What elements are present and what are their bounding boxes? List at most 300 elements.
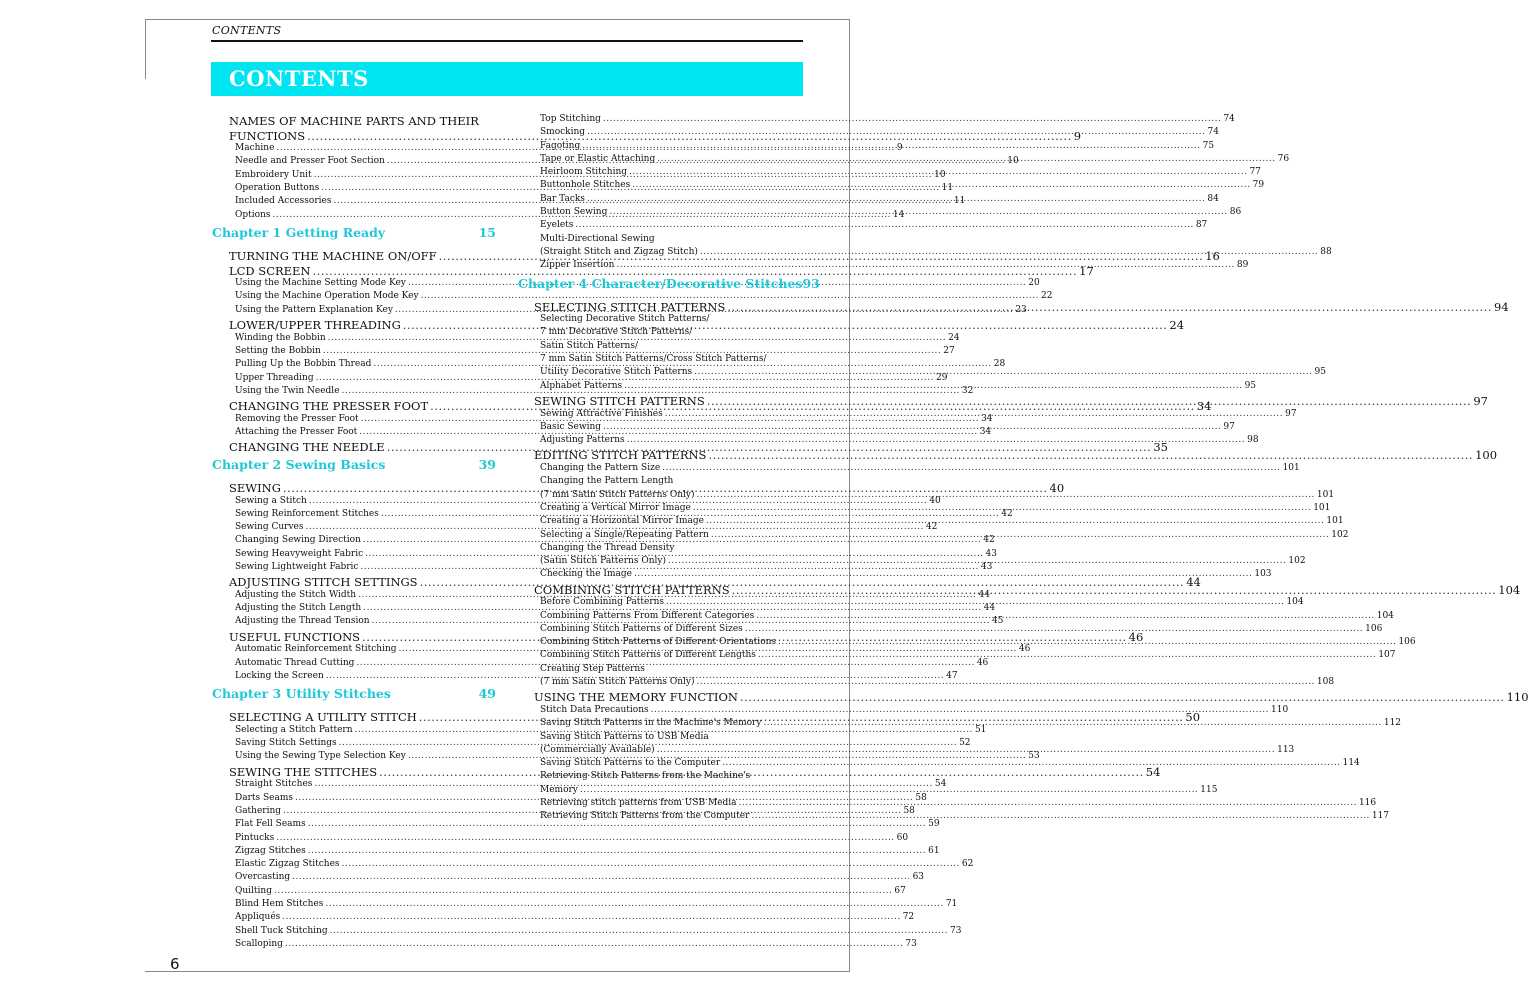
toc-entry-title: Selecting a Single/Repeating Pattern: [540, 529, 709, 540]
toc-entry-title: Chapter 2 Sewing Basics: [212, 456, 386, 472]
toc-entry-page: 94: [1494, 299, 1509, 314]
toc-entry-title: Combining Patterns From Different Categories: [540, 610, 755, 621]
toc-entry-page: 59: [928, 819, 940, 830]
toc-entry-title: Utility Decorative Stitch Patterns: [540, 367, 693, 378]
toc-entry-page: 101: [1316, 489, 1335, 500]
toc-entry-page: 116: [1358, 798, 1377, 809]
toc-entry-title: Retrieving stitch patterns from USB Media: [540, 798, 737, 809]
toc-entry-title: SEWING STITCH PATTERNS: [534, 393, 705, 408]
toc-entry-page: 35: [1153, 440, 1168, 455]
dot-leader: [330, 926, 948, 936]
toc-entry-page: 34: [1196, 399, 1212, 414]
toc-entry-page: 115: [1200, 784, 1218, 795]
toc-entry-title: Zigzag Stitches: [235, 845, 306, 856]
dot-leader: [651, 705, 1269, 715]
toc-entry-page: 45: [991, 616, 1004, 627]
toc-entry-page: 60: [896, 832, 909, 843]
toc-entry-page: 106: [1398, 637, 1416, 648]
toc-item-entry[interactable]: [212, 291, 1053, 304]
toc-entry-page: 87: [1195, 220, 1208, 231]
toc-entry-page: 107: [1378, 650, 1396, 661]
dot-leader: [629, 167, 1247, 177]
toc-entry-title: Shell Tuck Stitching: [235, 925, 328, 936]
toc-entry-page: 28: [993, 359, 1006, 370]
toc-entry-title: Darts Seams: [235, 792, 293, 803]
toc-entry-title: Scalloping: [235, 938, 283, 949]
toc-entry-title: Automatic Thread Cutting: [235, 657, 355, 668]
toc-entry-page: 32: [961, 385, 974, 396]
toc-item-entry[interactable]: [212, 912, 915, 925]
toc-entry-title: Changing the Pattern Size: [540, 463, 661, 474]
toc-entry-page: 104: [1286, 597, 1304, 608]
toc-entry-title: Removing the Presser Foot: [235, 413, 359, 424]
toc-entry-title: Alphabet Patterns: [540, 380, 623, 391]
toc-entry-page: 95: [1314, 367, 1326, 378]
toc-item-entry[interactable]: [518, 811, 1390, 824]
toc-entry-page: 46: [1128, 629, 1144, 644]
toc-item-entry[interactable]: [212, 925, 962, 939]
toc-entry-page: 89: [1236, 260, 1249, 271]
dot-leader: [276, 833, 894, 843]
toc-entry-title: Saving Stitch Patterns in the Machine's Memory: [540, 718, 762, 729]
toc-entry-title: 7 mm Decorative Stitch Patterns/: [540, 327, 693, 338]
toc-item-entry[interactable]: [212, 899, 958, 912]
toc-entry-page: 101: [1282, 463, 1300, 474]
toc-entry-page: 42: [925, 522, 938, 533]
toc-entry-page: 61: [928, 845, 940, 856]
toc-entry-page: 51: [974, 724, 987, 735]
toc-entry-page: 62: [961, 859, 974, 870]
toc-entry-page: 10: [1007, 156, 1019, 167]
toc-entry-page: 24: [948, 332, 960, 343]
toc-entry-page: 76: [1277, 153, 1290, 164]
toc-entry-title: Retrieving Stitch Patterns from the Computer: [540, 811, 750, 822]
dot-leader: [292, 872, 910, 882]
dot-leader: [708, 448, 1473, 462]
toc-item-entry[interactable]: [518, 127, 1219, 140]
dot-leader: [707, 394, 1472, 408]
dot-leader: [700, 247, 1318, 257]
toc-entry-title: SELECTING STITCH PATTERNS: [534, 299, 726, 314]
toc-entry-page: 73: [905, 938, 917, 949]
toc-entry-title: Bar Tacks: [540, 193, 585, 204]
toc-entry-page: 84: [1207, 193, 1219, 204]
toc-entry-title: Using the Sewing Type Selection Key: [235, 751, 406, 762]
toc-entry-page: 67: [894, 885, 906, 896]
toc-entry-title: NAMES OF MACHINE PARTS AND THEIR: [229, 114, 479, 128]
toc-entry-page: 53: [1028, 751, 1040, 762]
toc-entry-title: Locking the Screen: [235, 670, 324, 681]
dot-leader: [657, 745, 1275, 755]
toc-entry-page: 20: [1028, 278, 1040, 289]
toc-entry-page: 46: [1018, 644, 1031, 655]
toc-entry-title: Upper Threading: [235, 372, 314, 383]
toc-entry-title: Flat Fell Seams: [235, 819, 306, 830]
toc-entry-page: 9: [1073, 128, 1082, 143]
dot-leader: [694, 367, 1312, 377]
toc-entry-title: Blind Hem Stitches: [235, 899, 324, 909]
toc-entry-title: Creating Step Patterns: [540, 663, 645, 674]
toc-entry-page: 43: [980, 561, 993, 572]
toc-entry-page: 97: [1473, 393, 1488, 408]
toc-entry-title: Combining Stitch Patterns of Different Orientations: [540, 637, 777, 648]
dot-leader: [627, 435, 1245, 445]
toc-entry-page: 9: [896, 143, 903, 154]
toc-section-entry[interactable]: [518, 448, 1498, 463]
toc-entry-page: 104: [1376, 610, 1394, 621]
toc-entry-title: Changing the Pattern Length: [540, 476, 674, 487]
dot-leader: [342, 859, 960, 869]
toc-entry-page: 104: [1498, 582, 1521, 597]
toc-entry-page: 106: [1365, 623, 1383, 634]
dot-leader: [751, 811, 1369, 821]
toc-entry-page: 112: [1383, 718, 1402, 729]
toc-entry-title: Changing Sewing Direction: [235, 535, 361, 546]
toc-entry-page: 44: [1186, 575, 1201, 590]
toc-entry-title: Chapter 3 Utility Stitches: [212, 686, 391, 702]
toc-entry-page: 34: [979, 427, 992, 438]
toc-entry-title: Adjusting Patterns: [540, 435, 625, 446]
toc-entry-title: Multi-Directional Sewing: [540, 233, 655, 244]
toc-entry-page: 75: [1202, 140, 1215, 151]
toc-entry-title: Adjusting the Stitch Length: [235, 603, 362, 614]
toc-entry-page: 50: [1185, 710, 1201, 725]
dot-leader: [575, 220, 1193, 230]
toc-entry-title: (Commercially Available): [540, 744, 655, 755]
toc-entry-title: Operation Buttons: [235, 183, 320, 194]
toc-entry-page: 98: [1247, 435, 1259, 446]
toc-entry-title: Selecting a Stitch Pattern: [235, 724, 353, 735]
toc-entry-title: Sewing Curves: [235, 522, 304, 533]
dot-leader: [722, 758, 1340, 768]
toc-entry-page: 44: [978, 589, 990, 600]
toc-item-entry[interactable]: [518, 569, 1272, 582]
toc-entry-title: LOWER/UPPER THREADING: [229, 318, 401, 333]
toc-item-entry[interactable]: [518, 677, 1335, 690]
toc-entry-page: 110: [1506, 690, 1529, 705]
toc-chapter-entry[interactable]: [518, 275, 820, 300]
dot-leader: [624, 381, 1242, 391]
toc-entry-title: Selecting Decorative Stitch Patterns/: [540, 314, 710, 325]
dot-leader: [763, 718, 1381, 728]
page-frame-top: [145, 19, 850, 20]
running-head: CONTENTS: [212, 24, 282, 37]
toc-entry-title: Sewing Heavyweight Fabric: [235, 548, 364, 559]
dot-leader: [609, 207, 1227, 217]
toc-item-entry[interactable]: [518, 758, 1360, 771]
toc-entry-title: Needle and Presser Foot Section: [235, 156, 385, 167]
toc-item-entry[interactable]: [212, 885, 906, 899]
dot-leader: [325, 899, 943, 909]
toc-entry-title: Chapter 4 Character/Decorative Stitches: [518, 275, 803, 291]
toc-entry-page: 86: [1229, 207, 1242, 218]
toc-entry-title: Automatic Reinforcement Stitching: [235, 644, 397, 655]
toc-entry-title: (7 mm Satin Stitch Patterns Only): [540, 677, 695, 688]
toc-section-entry[interactable]: [518, 690, 1529, 705]
toc-entry-page: 39: [478, 456, 496, 472]
toc-entry-title: Embroidery Unit: [235, 169, 312, 180]
toc-cont-entry[interactable]: [518, 664, 802, 677]
toc-entry-page: 17: [1079, 263, 1094, 278]
toc-entry-page: 74: [1207, 127, 1219, 138]
page-frame-bottom: [145, 971, 850, 972]
toc-entry-title: Sewing Reinforcement Stitches: [235, 508, 379, 519]
dot-leader: [582, 141, 1200, 154]
banner-title: CONTENTS: [229, 66, 369, 91]
dot-leader: [711, 530, 1329, 540]
toc-entry-title: Attaching the Presser Foot: [235, 427, 358, 438]
toc-entry-title: TURNING THE MACHINE ON/OFF: [229, 248, 437, 263]
toc-item-entry[interactable]: [518, 114, 1235, 127]
toc-item-entry[interactable]: [212, 427, 992, 440]
toc-entry-title: Sewing Attractive Finishes: [540, 408, 663, 419]
dot-leader: [587, 194, 1205, 207]
toc-entry-page: 42: [1001, 508, 1013, 519]
toc-entry-title: 7 mm Satin Stitch Patterns/Cross Stitch Patterns/: [540, 354, 767, 365]
toc-entry-page: 113: [1277, 744, 1295, 755]
toc-entry-page: 11: [941, 183, 954, 194]
toc-entry-page: 14: [892, 209, 905, 220]
dot-leader: [745, 624, 1363, 634]
toc-entry-title: Included Accessories: [235, 196, 332, 207]
toc-entry-page: 22: [1040, 291, 1053, 302]
toc-chapter-entry[interactable]: [212, 225, 496, 249]
toc-entry-page: 58: [903, 805, 915, 816]
toc-entry-page: 79: [1252, 180, 1265, 191]
toc-entry-title: Sewing Lightweight Fabric: [235, 561, 359, 572]
toc-cont-entry[interactable]: [518, 327, 802, 340]
toc-cont-entry[interactable]: [518, 234, 802, 247]
toc-entry-title: Using the Pattern Explanation Key: [235, 304, 393, 315]
toc-entry-page: 71: [945, 899, 958, 909]
dot-leader: [580, 785, 1198, 795]
toc-entry-page: 52: [959, 738, 971, 749]
toc-entry-page: 110: [1271, 704, 1289, 715]
toc-entry-page: 114: [1342, 758, 1360, 769]
toc-entry-title: Using the Machine Setting Mode Key: [235, 278, 406, 289]
dot-leader: [732, 583, 1497, 597]
toc-entry-title: Button Sewing: [540, 207, 608, 218]
toc-entry-page: 27: [943, 345, 955, 356]
toc-entry-page: 74: [1223, 114, 1235, 124]
toc-entry-title: Using the Machine Operation Mode Key: [235, 291, 419, 302]
toc-entry-title: Elastic Zigzag Stitches: [235, 859, 340, 870]
toc-entry-title: Chapter 1 Getting Ready: [212, 224, 386, 240]
toc-entry-page: 47: [946, 670, 958, 681]
toc-entry-page: 54: [1145, 764, 1161, 779]
toc-entry-page: 97: [1223, 421, 1235, 432]
toc-entry-page: 49: [478, 686, 496, 702]
dot-leader: [758, 650, 1376, 660]
dot-leader: [778, 637, 1396, 647]
toc-item-entry[interactable]: [518, 220, 1208, 233]
toc-entry-page: 58: [915, 792, 927, 803]
toc-item-entry[interactable]: [212, 832, 909, 846]
toc-entry-page: 101: [1326, 516, 1344, 527]
toc-item-entry[interactable]: [212, 845, 940, 859]
toc-entry-page: 63: [912, 872, 925, 883]
toc-entry-title: Creating a Horizontal Mirror Image: [540, 516, 704, 527]
toc-entry-page: 42: [983, 535, 995, 546]
dot-leader: [587, 127, 1205, 137]
toc-entry-page: 100: [1475, 448, 1498, 463]
toc-entry-title: Sewing a Stitch: [235, 495, 307, 506]
toc-entry-title: Before Combining Patterns: [540, 597, 665, 608]
dot-leader: [282, 912, 900, 922]
toc-entry-title: Basic Sewing: [540, 421, 602, 432]
toc-entry-page: 24: [1169, 318, 1185, 333]
dot-leader: [727, 300, 1492, 314]
dot-leader: [666, 597, 1284, 607]
toc-entry-title: Memory: [540, 784, 578, 795]
running-head-rule: [211, 40, 803, 42]
toc-entry-title: Buttonhole Stitches: [540, 180, 631, 191]
toc-entry-page: 54: [934, 779, 947, 790]
toc-entry-page: 117: [1371, 811, 1390, 822]
toc-entry-title: Setting the Bobbin: [235, 345, 321, 356]
dot-leader: [740, 690, 1505, 704]
toc-entry-page: 29: [936, 372, 948, 383]
toc-cont-entry[interactable]: [518, 732, 802, 745]
toc-entry-title: (Satin Stitch Patterns Only): [540, 556, 666, 567]
toc-cont-entry[interactable]: [518, 771, 802, 784]
toc-entry-title: Fagoting: [540, 140, 581, 151]
toc-entry-page: 102: [1288, 556, 1306, 567]
toc-entry-title: Changing the Thread Density: [540, 542, 675, 553]
toc-entry-title: ADJUSTING STITCH SETTINGS: [229, 575, 418, 590]
toc-entry-title: Overcasting: [235, 872, 291, 883]
toc-entry-title: Stitch Data Precautions: [540, 704, 649, 715]
toc-entry-title: Zipper Insertion: [540, 260, 615, 271]
toc-entry-title: Checking the Image: [540, 569, 632, 580]
toc-entry-page: 102: [1331, 529, 1349, 540]
toc-entry-title: Options: [235, 209, 271, 220]
dot-leader: [657, 154, 1275, 167]
toc-entry-title: COMBINING STITCH PATTERNS: [534, 582, 730, 597]
toc-chapter-entry[interactable]: [212, 686, 496, 710]
toc-cont-entry[interactable]: [518, 354, 802, 367]
toc-entry-title: Machine: [235, 143, 275, 154]
toc-chapter-entry[interactable]: [212, 457, 496, 481]
toc-entry-page: 46: [976, 657, 989, 668]
toc-entry-page: 34: [981, 413, 993, 424]
toc-cont-entry[interactable]: [518, 476, 802, 489]
dot-leader: [616, 260, 1234, 270]
toc-entry-title: Pulling Up the Bobbin Thread: [235, 359, 372, 370]
toc-cont-entry[interactable]: [518, 341, 802, 354]
toc-item-entry[interactable]: [518, 140, 1215, 154]
toc-entry-page: 95: [1244, 380, 1257, 391]
dot-leader: [274, 886, 892, 896]
toc-entry-page: 15: [478, 224, 496, 240]
toc-entry-title: Pintucks: [235, 832, 275, 843]
toc-entry-title: CHANGING THE NEEDLE: [229, 440, 385, 455]
dot-leader: [697, 677, 1315, 687]
toc-entry-title: Top Stitching: [540, 114, 601, 124]
dot-leader: [697, 490, 1315, 500]
dot-leader: [706, 516, 1324, 526]
toc-item-entry[interactable]: [212, 938, 917, 952]
toc-entry-page: 11: [953, 196, 966, 207]
toc-entry-title: Satin Stitch Patterns/: [540, 340, 638, 351]
toc-item-entry[interactable]: [212, 872, 925, 885]
toc-item-entry[interactable]: [212, 859, 974, 872]
toc-entry-title: Adjusting the Stitch Width: [235, 589, 357, 600]
toc-entry-title: SELECTING A UTILITY STITCH: [229, 710, 417, 725]
toc-entry-page: 77: [1249, 167, 1261, 178]
toc-entry-title: Straight Stitches: [235, 779, 313, 790]
toc-entry-title: Saving Stitch Settings: [235, 738, 337, 749]
dot-leader: [603, 422, 1221, 432]
toc-entry-title: Combining Stitch Patterns of Different Sizes: [540, 623, 743, 634]
toc-entry-title: LCD SCREEN: [229, 263, 311, 278]
dot-leader: [632, 180, 1250, 190]
toc-entry-page: 10: [934, 169, 946, 180]
toc-entry-page: 40: [1049, 480, 1065, 495]
toc-entry-title: CHANGING THE PRESSER FOOT: [229, 399, 429, 414]
toc-entry-title: Tape or Elastic Attaching: [540, 153, 656, 164]
toc-entry-page: 93: [802, 275, 820, 291]
dot-leader: [739, 798, 1357, 808]
toc-entry-title: Eyelets: [540, 220, 574, 231]
toc-entry-title: Heirloom Stitching: [540, 167, 628, 178]
toc-entry-title: (Straight Stitch and Zigzag Stitch): [540, 246, 698, 257]
dot-leader: [308, 846, 926, 856]
toc-entry-title: FUNCTIONS: [229, 128, 306, 143]
toc-entry-page: 40: [929, 495, 941, 506]
toc-entry-title: Retrieving Stitch Patterns from the Machine's: [540, 771, 751, 782]
toc-entry-title: SEWING THE STITCHES: [229, 764, 378, 779]
toc-entry-page: 16: [1205, 248, 1220, 263]
dot-leader: [603, 114, 1221, 124]
toc-entry-title: EDITING STITCH PATTERNS: [534, 448, 707, 463]
toc-cont-entry[interactable]: [518, 543, 802, 556]
toc-entry-page: 97: [1285, 408, 1297, 419]
toc-cont-entry[interactable]: [518, 314, 802, 327]
toc-entry-title: Winding the Bobbin: [235, 332, 326, 343]
toc-item-entry[interactable]: [518, 463, 1300, 476]
toc-section-entry[interactable]: [212, 114, 496, 129]
toc-entry-title: (7 mm Satin Stitch Patterns Only): [540, 489, 695, 500]
toc-entry-title: Adjusting the Thread Tension: [235, 616, 370, 627]
toc-entry-page: 72: [902, 912, 915, 923]
toc-entry-page: 23: [1015, 304, 1027, 315]
toc-entry-page: 103: [1254, 569, 1272, 580]
toc-entry-page: 44: [983, 603, 996, 614]
dot-leader: [662, 463, 1280, 473]
page-frame-left: [145, 19, 146, 79]
toc-entry-title: Appliqués: [235, 912, 281, 923]
dot-leader: [756, 611, 1374, 621]
toc-entry-page: 88: [1320, 246, 1332, 257]
dot-leader: [634, 569, 1252, 579]
toc-entry-title: Creating a Vertical Mirror Image: [540, 502, 691, 513]
toc-entry-title: Combining Stitch Patterns of Different Lengths: [540, 650, 756, 661]
toc-entry-title: Gathering: [235, 805, 282, 816]
toc-entry-page: 43: [985, 548, 997, 559]
toc-entry-page: 73: [950, 925, 962, 936]
toc-entry-page: 108: [1316, 677, 1335, 688]
toc-entry-title: Quilting: [235, 885, 272, 896]
toc-entry-title: Smocking: [540, 127, 586, 138]
page-number: 6: [170, 955, 180, 973]
dot-leader: [285, 939, 903, 949]
toc-item-entry[interactable]: [212, 819, 940, 832]
toc-entry-title: USING THE MEMORY FUNCTION: [534, 690, 738, 705]
toc-entry-title: Using the Twin Needle: [235, 385, 340, 396]
toc-entry-title: SEWING: [229, 480, 281, 495]
dot-leader: [668, 556, 1286, 566]
